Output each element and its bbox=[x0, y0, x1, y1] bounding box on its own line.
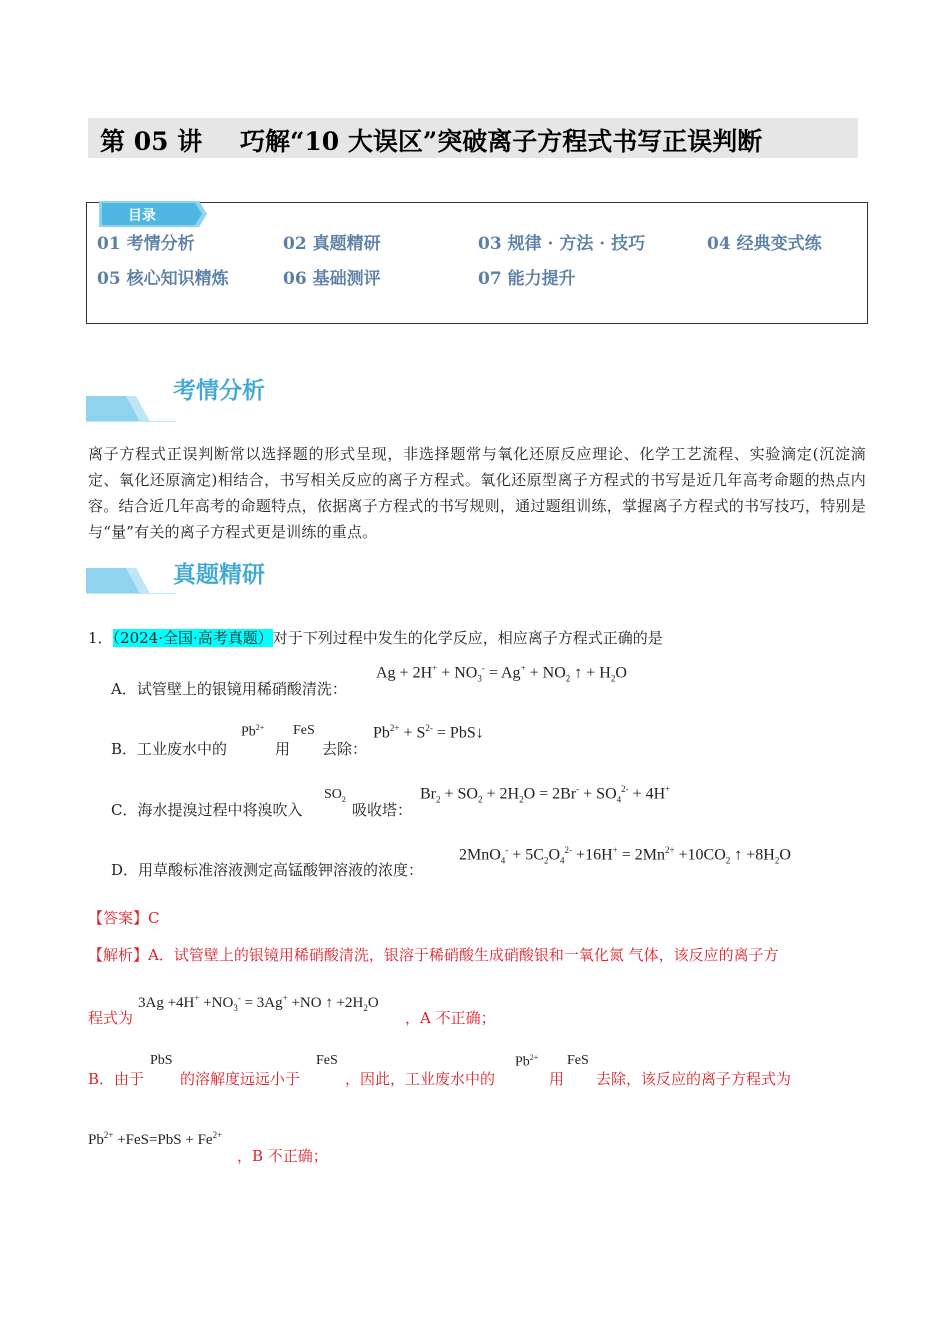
toc-item-methods[interactable]: 03 规律 · 方法 · 技巧 bbox=[478, 234, 646, 254]
toc-item-ability[interactable]: 07 能力提升 bbox=[478, 269, 576, 289]
formula-fes: FeS bbox=[293, 723, 315, 738]
formula-fes-analysis-2: FeS bbox=[567, 1053, 589, 1068]
page-title bbox=[88, 118, 858, 158]
formula-so2: $SO_2$ bbox=[324, 787, 346, 804]
formula-pbs: PbS bbox=[150, 1053, 173, 1068]
option-b-pre: B．工业废水中的 bbox=[111, 740, 228, 758]
option-a: A．试管壁上的银镜用稀硝酸清洗： bbox=[111, 680, 347, 698]
equation-d: $2MnO_4^- + 5C_2O_4^{2-} +16H^+ = 2Mn^{2+} +10CO_2$ ↑ $+8H_2O$ bbox=[459, 845, 791, 866]
section-decoration-analysis bbox=[86, 396, 176, 422]
question-number: 1． bbox=[88, 629, 113, 647]
toc-item-basic-test[interactable]: 06 基础测评 bbox=[283, 269, 381, 289]
analysis-a-line2-post: ，A 不正确； bbox=[405, 1009, 496, 1027]
section-title-exam: 真题精研 bbox=[173, 562, 265, 588]
option-d: D．用草酸标准溶液测定高锰酸钾溶液的浓度： bbox=[111, 861, 424, 879]
analysis-b-pre: B．由于 bbox=[88, 1070, 145, 1088]
analysis-paragraph: 离子方程式正误判断常以选择题的形式呈现，非选择题常与氧化还原反应理论、化学工艺流程、实验滴定(沉淀滴定、氧化还原滴定)相结合，书写相关反应的离子方程式。氧化还原型离子方程式的书写是近几年高考命题的热点内容。结合近几年高考的命题特点，依据离子方程式的书写规则，通过题组训练，掌握离子方程式的书写技巧，特别是与“量”有关的离子方程式更是训练的重点。 bbox=[88, 445, 866, 541]
toc-item-practice[interactable]: 04 经典变式练 bbox=[707, 234, 822, 254]
lecture-title: 巧解“10 大误区”突破离子方程式书写正误判断 bbox=[240, 127, 763, 156]
equation-analysis-b: $Pb^{2+} +FeS=PbS + Fe^{2+}$ bbox=[88, 1130, 223, 1148]
lecture-number: 第 05 讲 bbox=[100, 127, 203, 156]
question-text: 对于下列过程中发生的化学反应，相应离子方程式正确的是 bbox=[272, 629, 663, 647]
formula-fes-analysis: FeS bbox=[316, 1053, 338, 1068]
analysis-b-mid1: 的溶解度远远小于 bbox=[180, 1070, 301, 1088]
toc-item-exam[interactable]: 02 真题精研 bbox=[283, 234, 381, 254]
analysis-b-mid4: 去除，该反应的离子方程式为 bbox=[596, 1070, 792, 1088]
option-c-pre: C．海水提溴过程中将溴吹入 bbox=[111, 801, 303, 819]
equation-analysis-a: $3Ag +4H^+ +NO_3^- = 3Ag^+ +NO$ ↑ $+2H_2O$ bbox=[138, 993, 379, 1013]
source-tag: （2024·全国·高考真题） bbox=[112, 629, 273, 647]
analysis-b-end: ，B 不正确； bbox=[237, 1147, 328, 1165]
toc-item-analysis[interactable]: 01 考情分析 bbox=[97, 234, 195, 254]
toc-item-knowledge[interactable]: 05 核心知识精炼 bbox=[97, 269, 229, 289]
option-b-mid1: 用 bbox=[275, 740, 291, 758]
formula-pb: $Pb^{2+}$ bbox=[241, 723, 265, 740]
question-stem bbox=[88, 627, 663, 648]
analysis-b-mid3: 用 bbox=[549, 1070, 565, 1088]
analysis-label: 【解析】 bbox=[88, 946, 149, 964]
section-decoration-exam bbox=[86, 568, 176, 594]
equation-a: $Ag + 2H^+ + NO_3^- = Ag^+ + NO_2$ ↑ + $H_2O$ bbox=[376, 663, 627, 684]
formula-pb-analysis: $Pb^{2+}$ bbox=[515, 1053, 539, 1070]
analysis-a-text: A．试管壁上的银镜用稀硝酸清洗，银溶于稀硝酸生成硝酸银和一氧化氮 气体，该反应的离子方 bbox=[148, 946, 779, 964]
equation-b: $Pb^{2+} + S^{2-}$ = PbS↓ bbox=[373, 723, 484, 742]
toc-tab-label: 目录 bbox=[128, 208, 156, 224]
analysis-a-line1 bbox=[88, 944, 779, 965]
analysis-b-mid2: ，因此，工业废水中的 bbox=[345, 1070, 496, 1088]
option-c-post: 吸收塔： bbox=[352, 801, 413, 819]
answer-label: 【答案】C bbox=[88, 909, 160, 927]
option-b-mid2: 去除： bbox=[322, 740, 368, 758]
section-title-analysis: 考情分析 bbox=[173, 378, 265, 404]
equation-c: $Br_2 + SO_2 + 2H_2O = 2Br^- + SO_4^{2-} + 4H^+$ bbox=[420, 784, 671, 805]
analysis-a-line2-pre: 程式为 bbox=[88, 1009, 134, 1027]
